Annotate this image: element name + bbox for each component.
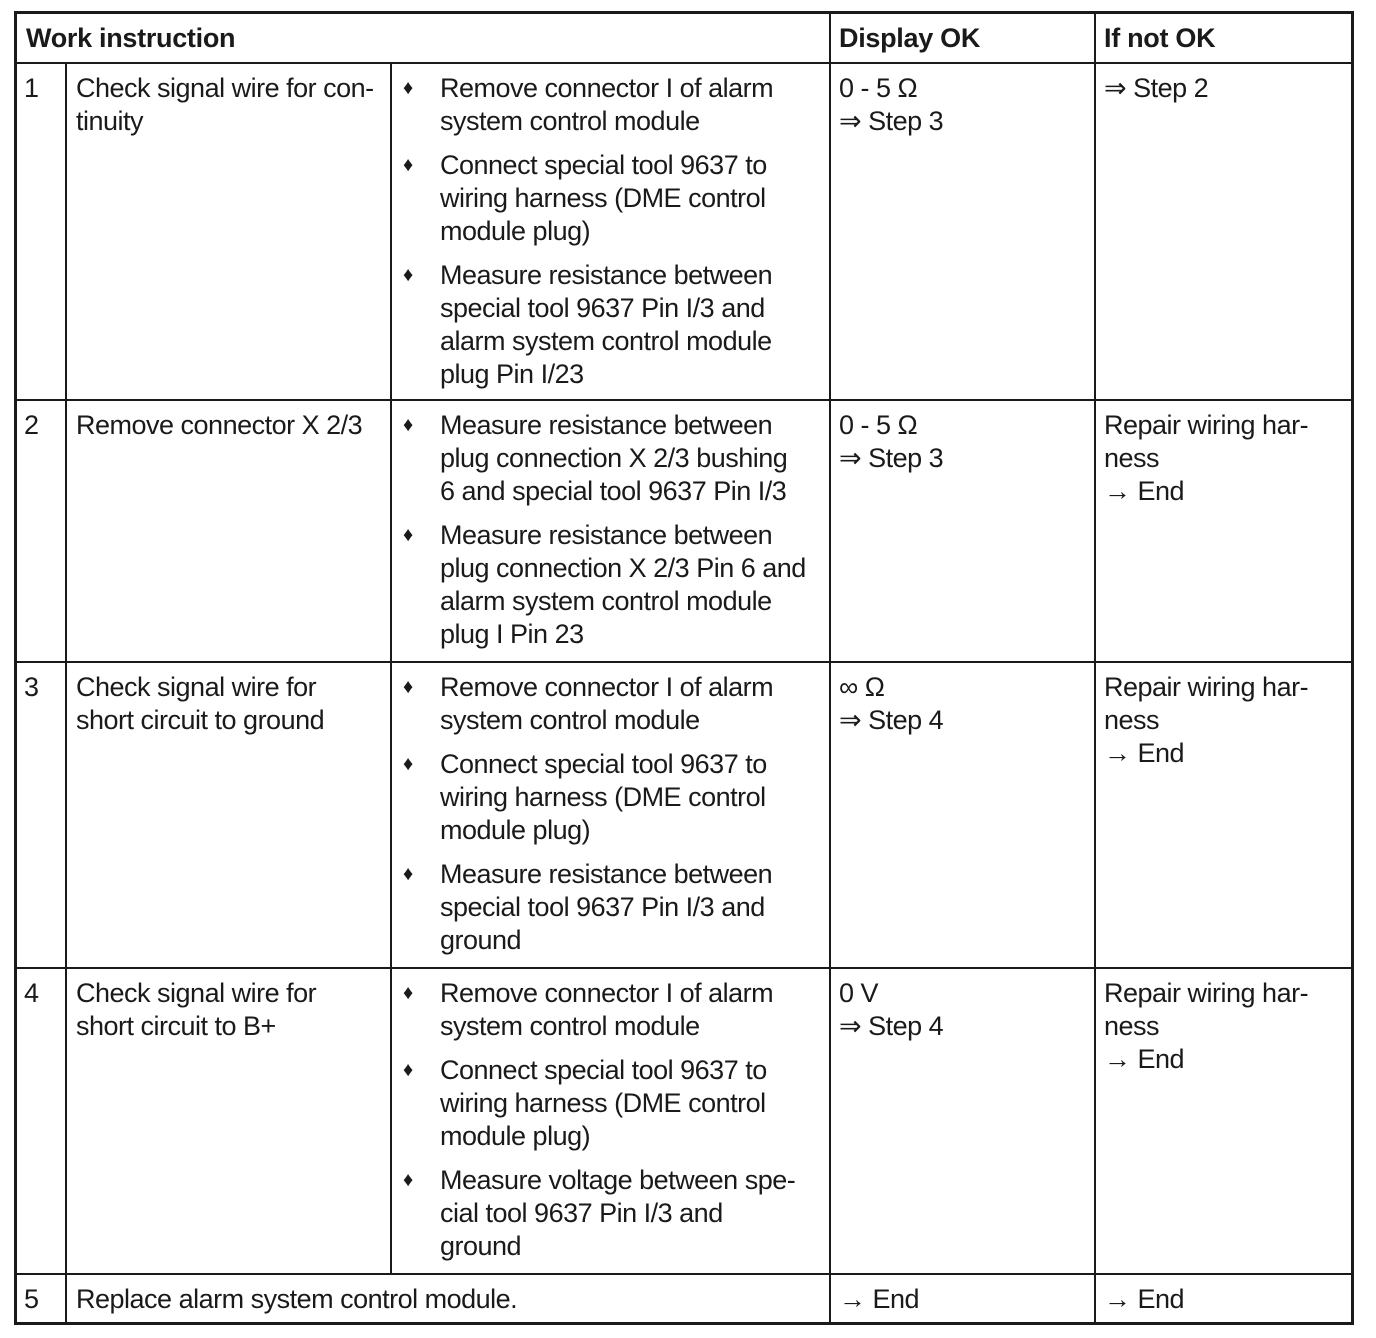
display-ok-line: → End	[839, 1284, 920, 1314]
display-ok-line: ⇒ Step 4	[839, 705, 944, 735]
header-if-not-ok: If not OK	[1104, 23, 1216, 53]
column-divider	[1094, 62, 1096, 399]
display-ok-value	[839, 409, 943, 475]
step-title-line: Check signal wire for	[76, 672, 317, 702]
instruction-list	[390, 409, 806, 662]
step-title-line: Check signal wire for con-	[76, 73, 374, 103]
instruction-line: special tool 9637 Pin I/3 and	[440, 892, 765, 922]
instruction-line: Connect special tool 9637 to	[440, 1055, 767, 1085]
instruction-line: alarm system control module	[440, 326, 772, 356]
instruction-item	[390, 671, 773, 737]
instruction-line: special tool 9637 Pin I/3 and	[440, 293, 765, 323]
display-ok-value	[839, 1283, 919, 1316]
step-title	[76, 1283, 517, 1316]
diamond-bullet-icon: ♦	[403, 77, 413, 99]
if-not-ok-line: ⇒ Step 2	[1104, 73, 1209, 103]
instruction-line: Measure voltage between spe-	[440, 1165, 796, 1195]
instruction-line: plug I Pin 23	[440, 619, 584, 649]
if-not-ok-line: → End	[1104, 1284, 1185, 1314]
step-title-line: tinuity	[76, 106, 144, 136]
display-ok-value	[839, 977, 943, 1043]
if-not-ok-line: Repair wiring har-	[1104, 672, 1309, 702]
instruction-list	[390, 977, 795, 1274]
if-not-ok-value	[1104, 1283, 1184, 1316]
column-divider	[829, 62, 831, 399]
instruction-line: ground	[440, 925, 522, 955]
column-divider	[829, 661, 831, 967]
step-title-line: Remove connector X 2/3	[76, 410, 363, 440]
diamond-bullet-icon: ♦	[403, 154, 413, 176]
step-number: 5	[24, 1284, 39, 1314]
instruction-line: Measure resistance between	[440, 859, 773, 889]
diamond-bullet-icon: ♦	[403, 1059, 413, 1081]
instruction-line: module plug)	[440, 216, 591, 246]
instruction-line: wiring harness (DME control	[440, 183, 766, 213]
instruction-line: plug connection X 2/3 Pin 6 and	[440, 553, 806, 583]
instruction-item	[390, 748, 773, 847]
header-display-ok: Display OK	[839, 23, 981, 53]
step-title	[76, 409, 362, 442]
column-divider	[1094, 967, 1096, 1273]
diamond-bullet-icon: ♦	[403, 264, 413, 286]
display-ok-value	[839, 671, 943, 737]
instruction-line: wiring harness (DME control	[440, 782, 766, 812]
step-title	[76, 977, 316, 1043]
step-title	[76, 671, 324, 737]
instruction-line: Remove connector I of alarm	[440, 672, 774, 702]
display-ok-line: ⇒ Step 4	[839, 1011, 944, 1041]
column-divider	[1094, 661, 1096, 967]
display-ok-value	[839, 72, 943, 138]
display-ok-line: ⇒ Step 3	[839, 106, 944, 136]
instruction-line: plug connection X 2/3 bushing	[440, 443, 788, 473]
column-divider	[1094, 1273, 1096, 1322]
display-ok-line: 0 V	[839, 978, 879, 1008]
instruction-line: ground	[440, 1231, 522, 1261]
instruction-item	[390, 977, 795, 1043]
instruction-item	[390, 149, 773, 248]
header-work-instruction: Work instruction	[26, 23, 236, 53]
if-not-ok-line: Repair wiring har-	[1104, 978, 1309, 1008]
if-not-ok-line: ness	[1104, 1011, 1160, 1041]
if-not-ok-line: Repair wiring har-	[1104, 410, 1309, 440]
if-not-ok-line: ness	[1104, 705, 1160, 735]
instruction-line: module plug)	[440, 1121, 591, 1151]
column-divider	[65, 399, 67, 661]
instruction-item	[390, 1164, 795, 1263]
instruction-line: module plug)	[440, 815, 591, 845]
if-not-ok-line: → End	[1104, 476, 1185, 506]
column-divider	[65, 661, 67, 967]
if-not-ok-value	[1104, 977, 1308, 1076]
column-divider	[65, 1273, 67, 1322]
instruction-item	[390, 72, 773, 138]
instruction-item	[390, 1054, 795, 1153]
diamond-bullet-icon: ♦	[403, 1169, 413, 1191]
step-number: 2	[24, 410, 39, 440]
instruction-item	[390, 519, 806, 651]
row-divider	[17, 62, 1351, 64]
instruction-line: Measure resistance between	[440, 410, 773, 440]
instruction-line: system control module	[440, 705, 700, 735]
display-ok-line: 0 - 5 Ω	[839, 73, 918, 103]
instruction-line: Remove connector I of alarm	[440, 978, 774, 1008]
display-ok-line: ∞ Ω	[839, 672, 885, 702]
step-number: 1	[24, 73, 39, 103]
step-number: 3	[24, 672, 39, 702]
display-ok-line: 0 - 5 Ω	[839, 410, 918, 440]
if-not-ok-value	[1104, 72, 1208, 105]
diamond-bullet-icon: ♦	[403, 753, 413, 775]
column-divider	[65, 967, 67, 1273]
column-divider	[1094, 399, 1096, 661]
instruction-line: Connect special tool 9637 to	[440, 749, 767, 779]
step-title-line: Replace alarm system control module.	[76, 1284, 518, 1314]
work-instruction-table	[14, 11, 1354, 1325]
diamond-bullet-icon: ♦	[403, 863, 413, 885]
diamond-bullet-icon: ♦	[403, 524, 413, 546]
instruction-item	[390, 858, 773, 957]
instruction-line: wiring harness (DME control	[440, 1088, 766, 1118]
instruction-line: Measure resistance between	[440, 260, 773, 290]
step-title-line: short circuit to ground	[76, 705, 325, 735]
instruction-line: Connect special tool 9637 to	[440, 150, 767, 180]
column-divider	[829, 399, 831, 661]
instruction-line: Measure resistance between	[440, 520, 773, 550]
instruction-list	[390, 72, 773, 402]
step-title-line: Check signal wire for	[76, 978, 317, 1008]
if-not-ok-value	[1104, 409, 1308, 508]
instruction-line: system control module	[440, 106, 700, 136]
step-title-line: short circuit to B+	[76, 1011, 276, 1041]
if-not-ok-value	[1104, 671, 1308, 770]
column-divider	[829, 14, 831, 62]
instruction-line: system control module	[440, 1011, 700, 1041]
column-divider	[829, 1273, 831, 1322]
column-divider	[1094, 14, 1096, 62]
instruction-list	[390, 671, 773, 968]
diamond-bullet-icon: ♦	[403, 676, 413, 698]
diamond-bullet-icon: ♦	[403, 414, 413, 436]
if-not-ok-line: ness	[1104, 443, 1160, 473]
step-number: 4	[24, 978, 39, 1008]
instruction-line: 6 and special tool 9637 Pin I/3	[440, 476, 787, 506]
step-title	[76, 72, 374, 138]
instruction-item	[390, 409, 806, 508]
instruction-item	[390, 259, 773, 391]
column-divider	[65, 62, 67, 399]
if-not-ok-line: → End	[1104, 738, 1185, 768]
instruction-line: plug Pin I/23	[440, 359, 584, 389]
if-not-ok-line: → End	[1104, 1044, 1185, 1074]
diamond-bullet-icon: ♦	[403, 982, 413, 1004]
instruction-line: cial tool 9637 Pin I/3 and	[440, 1198, 723, 1228]
instruction-line: alarm system control module	[440, 586, 772, 616]
instruction-line: Remove connector I of alarm	[440, 73, 774, 103]
column-divider	[829, 967, 831, 1273]
display-ok-line: ⇒ Step 3	[839, 443, 944, 473]
